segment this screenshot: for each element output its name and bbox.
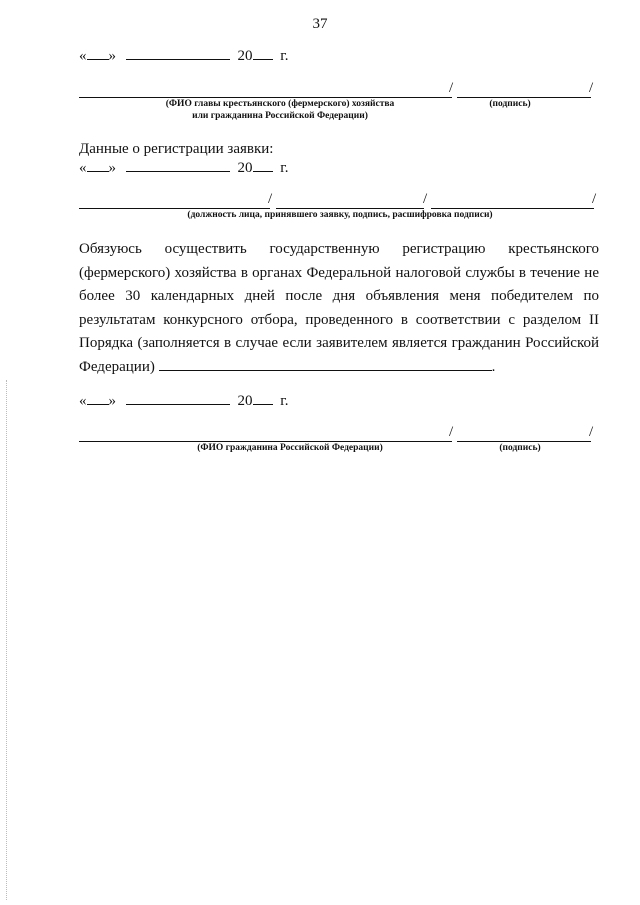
name-line-2[interactable] <box>79 441 452 442</box>
scan-edge-artifact <box>6 380 7 900</box>
date-line-2 <box>79 160 288 177</box>
caption-head-name-line2: или гражданина Российской Федерации) <box>192 111 368 121</box>
year-blank[interactable] <box>253 170 273 172</box>
caption-head-name-line1: (ФИО главы крестьянского (фермерского) хозяйства <box>165 99 395 109</box>
year-suffix: г. <box>280 48 289 64</box>
day-blank[interactable] <box>87 170 109 172</box>
separator-slash: / <box>449 80 454 96</box>
separator-slash-end: / <box>592 191 597 207</box>
month-blank[interactable] <box>126 58 230 60</box>
caption-signature-2: (подпись) <box>499 443 541 453</box>
year-suffix: г. <box>280 393 289 409</box>
month-blank[interactable] <box>126 403 230 405</box>
name-line-1[interactable] <box>79 97 452 98</box>
registration-heading: Данные о регистрации заявки: <box>79 141 274 157</box>
year-blank[interactable] <box>253 403 273 405</box>
year-prefix: 20 <box>237 48 253 64</box>
separator-slash-end: / <box>589 424 594 440</box>
commitment-signature-blank[interactable] <box>159 369 492 371</box>
day-blank[interactable] <box>87 403 109 405</box>
separator-slash: / <box>423 191 428 207</box>
date-line-1 <box>79 48 288 65</box>
caption-citizen-name: (ФИО гражданина Российской Федерации) <box>197 443 383 453</box>
year-blank[interactable] <box>253 58 273 60</box>
caption-signature-1: (подпись) <box>489 99 531 109</box>
open-quote: « <box>79 48 87 64</box>
page-number: 37 <box>312 16 328 32</box>
commitment-paragraph <box>79 238 599 379</box>
open-quote: « <box>79 393 87 409</box>
year-suffix: г. <box>280 160 289 176</box>
signature-line-reg[interactable] <box>276 208 424 209</box>
separator-slash: / <box>449 424 454 440</box>
signature-line-2[interactable] <box>457 441 591 442</box>
month-blank[interactable] <box>126 170 230 172</box>
year-prefix: 20 <box>237 393 253 409</box>
commitment-end-mark: . <box>491 358 496 375</box>
position-line[interactable] <box>79 208 270 209</box>
day-blank[interactable] <box>87 58 109 60</box>
separator-slash-end: / <box>589 80 594 96</box>
close-quote: » <box>108 160 116 176</box>
decipher-line[interactable] <box>431 208 594 209</box>
commitment-text: Обязуюсь осуществить государственную регистрацию крестьянского (фермерского) хозяйства в органах Федеральной налоговой службы в течение не более 30 календарных дней после дня объявления меня победителем по результатам конкурсного отбора, проведенного в соответствии с разделом II Порядка (заполняется в случае если заявителем является гражданин Российской Федерации) <box>79 241 599 375</box>
caption-registration: (должность лица, принявшего заявку, подпись, расшифровка подписи) <box>187 210 493 220</box>
date-line-3 <box>79 393 288 410</box>
year-prefix: 20 <box>237 160 253 176</box>
open-quote: « <box>79 160 87 176</box>
close-quote: » <box>108 393 116 409</box>
close-quote: » <box>108 48 116 64</box>
signature-line-1[interactable] <box>457 97 591 98</box>
separator-slash: / <box>268 191 273 207</box>
